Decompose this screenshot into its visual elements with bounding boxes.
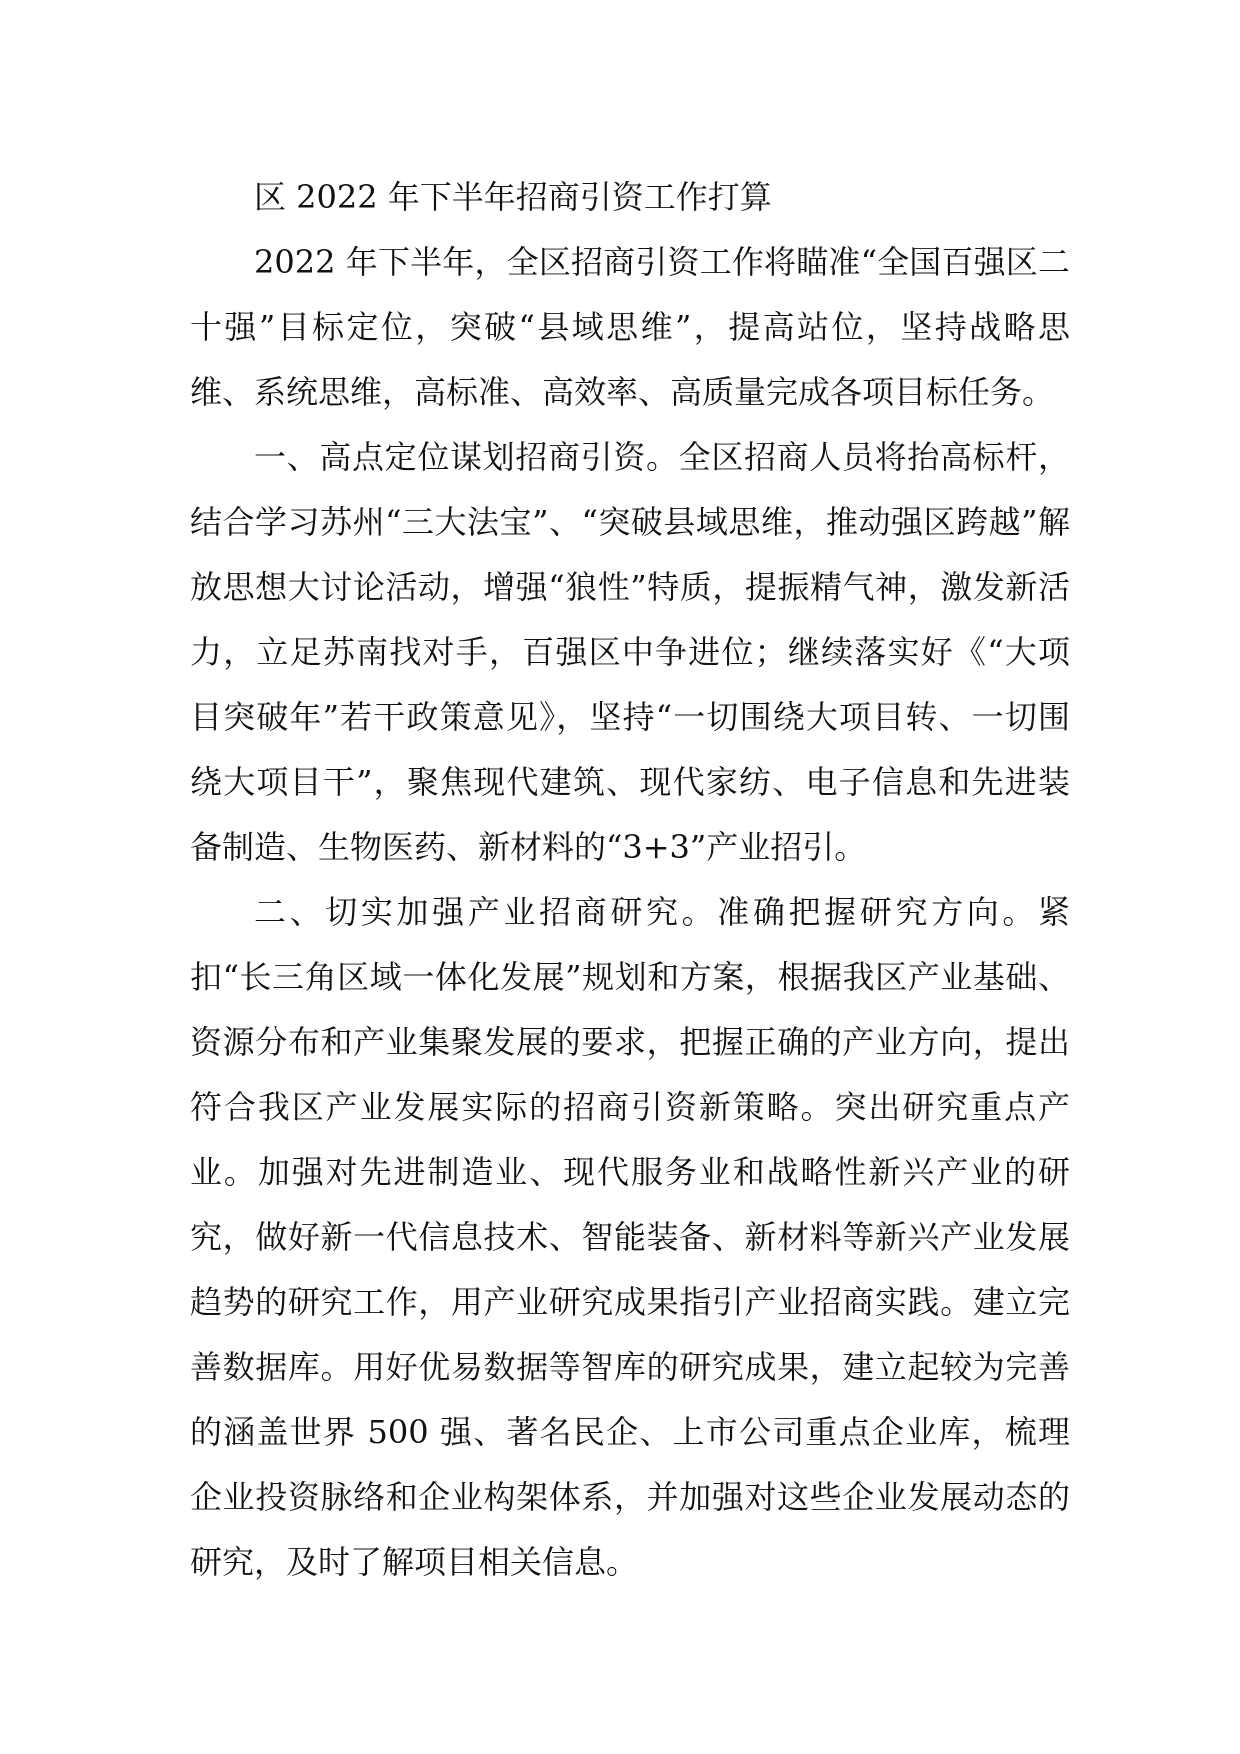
document-title: 区 2022 年下半年招商引资工作打算 (254, 178, 772, 216)
paragraph-section-one: 一、高点定位谋划招商引资。全区招商人员将抬高标杆，结合学习苏州“三大法宝”、“突破县域思维，推动强区跨越”解放思想大讨论活动，增强“狼性”特质，提振精气神，激发新活力，立足苏南找对手，百强区中争进位；继续落实好《“大项目突破年”若干政策意见》，坚持“一切围绕大项目转、一切围绕大项目干”，聚焦现代建筑、现代家纺、电子信息和先进装备制造、生物医药、新材料的“3+3”产业招引。 (190, 438, 1070, 866)
paragraph-intro: 2022 年下半年，全区招商引资工作将瞄准“全国百强区二十强”目标定位，突破“县域思维”，提高站位，坚持战略思维、系统思维，高标准、高效率、高质量完成各项目标任务。 (190, 243, 1070, 411)
paragraph-section-two: 二、切实加强产业招商研究。准确把握研究方向。紧扣“长三角区域一体化发展”规划和方案，根据我区产业基础、资源分布和产业集聚发展的要求，把握正确的产业方向，提出符合我区产业发展实际的招商引资新策略。突出研究重点产业。加强对先进制造业、现代服务业和战略性新兴产业的研究，做好新一代信息技术、智能装备、新材料等新兴产业发展趋势的研究工作，用产业研究成果指引产业招商实践。建立完善数据库。用好优易数据等智库的研究成果，建立起较为完善的涵盖世界 500 强、著名民企、上市公司重点企业库，梳理企业投资脉络和企业构架体系，并加强对这些企业发展动态的研究，及时了解项目相关信息。 (190, 893, 1070, 1581)
document-body (190, 165, 1070, 1595)
